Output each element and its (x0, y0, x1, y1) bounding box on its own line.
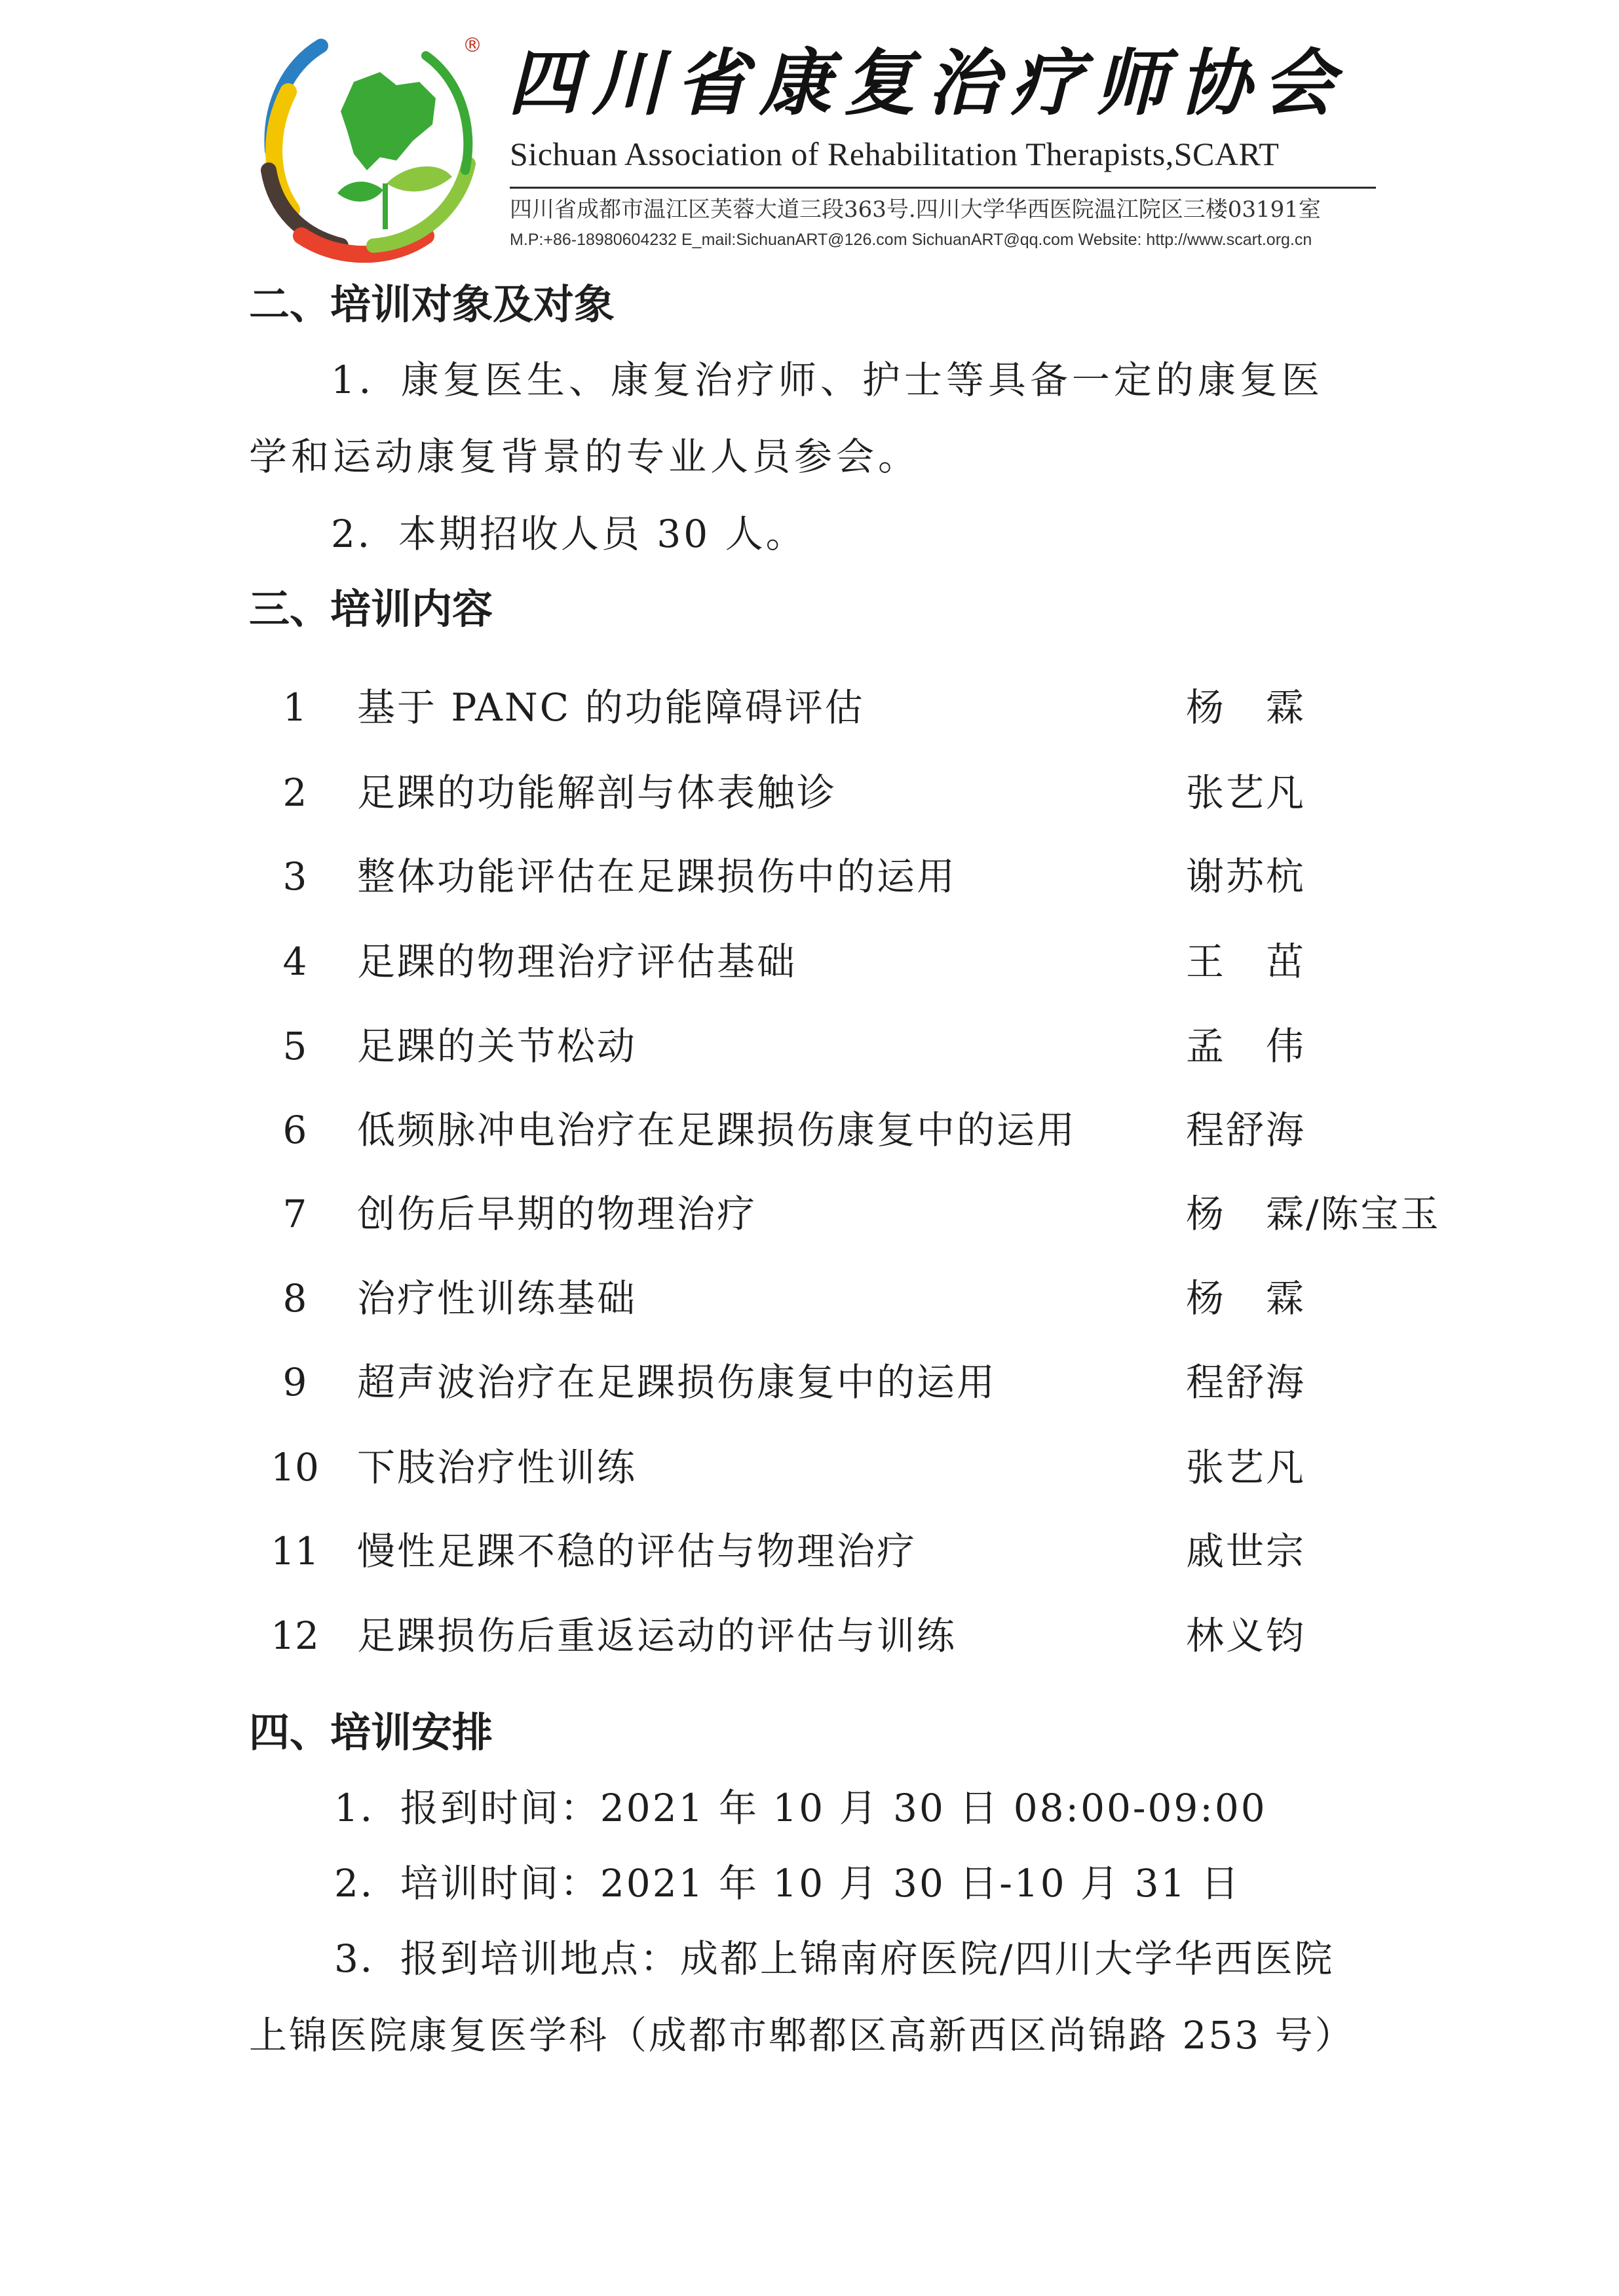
section-4-item-3-line-2: 上锦医院康复医学科（成都市郫都区高新西区尚锦路 253 号） (249, 2013, 1355, 2058)
course-number: 7 (282, 1192, 307, 1236)
course-speaker: 张艺凡 (1186, 1445, 1306, 1490)
course-number: 12 (271, 1613, 319, 1658)
course-speaker: 张艺凡 (1186, 770, 1306, 815)
course-number: 8 (282, 1276, 307, 1321)
course-title: 超声波治疗在足踝损伤康复中的运用 (357, 1360, 997, 1404)
section-3-heading: 三、培训内容 (249, 585, 493, 633)
course-title: 创伤后早期的物理治疗 (357, 1192, 757, 1236)
course-speaker: 王 茁 (1186, 939, 1306, 984)
course-number: 11 (271, 1529, 319, 1573)
course-number: 4 (282, 939, 307, 984)
course-speaker: 杨 霖 (1186, 1276, 1306, 1321)
course-title: 治疗性训练基础 (357, 1276, 638, 1321)
organization-contact: M.P:+86-18980604232 E_mail:SichuanART@126.com SichuanART@qq.com Website: http://www.scart.org.cn (510, 231, 1312, 249)
course-number: 1 (282, 685, 307, 730)
section-4-item-1: 1．报到时间：2021 年 10 月 30 日 08:00-09:00 (334, 1786, 1267, 1830)
course-title: 足踝的关节松动 (357, 1024, 638, 1068)
registered-trademark-mark: ® (463, 34, 482, 57)
section-4-heading: 四、培训安排 (249, 1708, 493, 1756)
course-title: 足踝损伤后重返运动的评估与训练 (357, 1613, 957, 1658)
course-number: 10 (271, 1445, 319, 1490)
course-title: 基于 PANC 的功能障碍评估 (357, 685, 865, 730)
section-2-item-1-line-2: 学和运动康复背景的专业人员参会。 (249, 434, 921, 479)
course-speaker: 程舒海 (1186, 1108, 1306, 1152)
course-title: 慢性足踝不稳的评估与物理治疗 (357, 1529, 917, 1573)
course-number: 2 (282, 770, 307, 815)
organization-name-english: Sichuan Association of Rehabilitation Therapists,SCART (510, 136, 1280, 172)
section-2-item-2: 2．本期招收人员 30 人。 (331, 512, 807, 556)
association-logo-icon (242, 20, 491, 269)
course-speaker: 谢苏杭 (1186, 854, 1306, 899)
section-2-heading: 二、培训对象及对象 (249, 280, 615, 328)
organization-name-chinese: 四川省康复治疗师协会 (508, 41, 1346, 125)
course-title: 下肢治疗性训练 (357, 1445, 638, 1490)
course-number: 3 (282, 854, 307, 899)
course-number: 9 (282, 1360, 307, 1404)
course-speaker: 林义钧 (1186, 1613, 1306, 1658)
course-number: 6 (282, 1108, 307, 1152)
section-4-item-2: 2．培训时间：2021 年 10 月 30 日-10 月 31 日 (334, 1861, 1241, 1906)
course-speaker: 杨 霖 (1186, 685, 1306, 730)
course-speaker: 孟 伟 (1186, 1024, 1306, 1068)
course-speaker: 戚世宗 (1186, 1529, 1306, 1573)
course-title: 整体功能评估在足踝损伤中的运用 (357, 854, 957, 899)
section-4-item-3-line-1: 3．报到培训地点：成都上锦南府医院/四川大学华西医院 (334, 1936, 1335, 1981)
organization-address: 四川省成都市温江区芙蓉大道三段363号.四川大学华西医院温江院区三楼03191室 (510, 197, 1321, 223)
course-title: 足踝的功能解剖与体表触诊 (357, 770, 837, 815)
section-2-item-1-line-1: 1．康复医生、康复治疗师、护士等具备一定的康复医 (331, 358, 1324, 402)
course-title: 低频脉冲电治疗在足踝损伤康复中的运用 (357, 1108, 1077, 1152)
course-speaker: 程舒海 (1186, 1360, 1306, 1404)
course-speaker: 杨 霖/陈宝玉 (1186, 1192, 1441, 1236)
course-title: 足踝的物理治疗评估基础 (357, 939, 797, 984)
letterhead-divider (510, 187, 1376, 189)
course-number: 5 (282, 1024, 307, 1068)
